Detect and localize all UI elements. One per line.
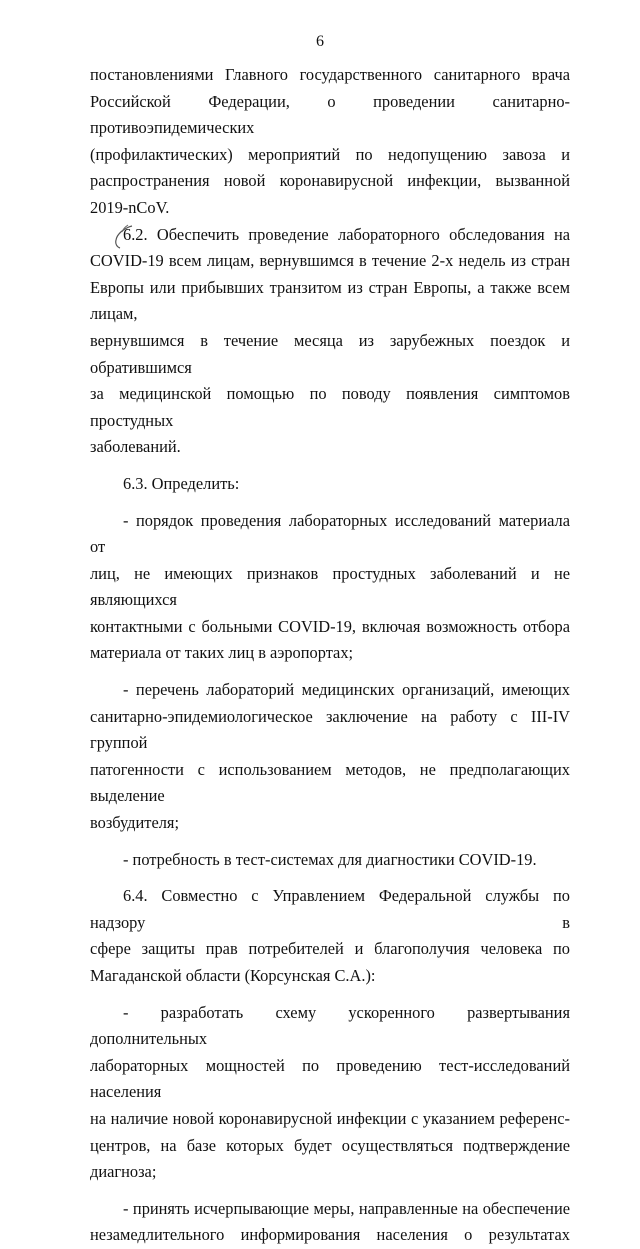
text-line: патогенности с использованием методов, не предполагающих выделение	[90, 759, 570, 806]
text-line: лабораторных мощностей по проведению тест-исследований населения	[90, 1055, 570, 1102]
paragraph-6-4-item-b	[90, 1196, 570, 1249]
text-line: - принять исчерпывающие меры, направленные на обеспечение	[123, 1198, 570, 1218]
text-line: распространения новой коронавирусной инфекции, вызванной	[90, 171, 570, 191]
paragraph-6-3-item-c	[90, 847, 570, 874]
handwritten-check-mark-icon	[112, 224, 140, 250]
text-line: центров, на базе которых будет осуществляться подтверждение диагноза;	[90, 1135, 570, 1182]
text-line: на наличие новой коронавирусной инфекции с указанием референс-	[90, 1108, 570, 1128]
text-line: незамедлительного информирования населения о результатах	[90, 1225, 570, 1245]
text-line: - порядок проведения лабораторных исследований материала от	[90, 510, 570, 557]
paragraph-continued	[90, 62, 570, 222]
text-line: Европы или прибывших транзитом из стран Европы, а также всем лицам,	[90, 277, 570, 324]
text-line: Российской Федерации, о проведении санитарно-противоэпидемических	[90, 91, 570, 138]
text-line: лиц, не имеющих признаков простудных заболеваний и не являющихся	[90, 563, 570, 610]
document-body	[90, 62, 570, 1249]
text-line: 2019-nCoV.	[90, 197, 170, 217]
paragraph-6-3-item-a	[90, 508, 570, 668]
paragraph-6-2	[90, 222, 570, 461]
text-line: санитарно-эпидемиологическое заключение на работу с III-IV группой	[90, 706, 570, 753]
text-line: возбудителя;	[90, 813, 179, 833]
paragraph-6-4-item-a	[90, 1000, 570, 1186]
paragraph-6-4	[90, 883, 570, 989]
text-line: за медицинской помощью по поводу появления симптомов простудных	[90, 384, 570, 430]
paragraph-6-3-item-b	[90, 677, 570, 837]
paragraph-6-3	[90, 471, 570, 498]
text-line: - перечень лабораторий медицинских организаций, имеющих	[123, 680, 570, 700]
text-line: 6.3. Определить:	[123, 473, 240, 493]
text-line: (профилактических) мероприятий по недопущению завоза и	[90, 144, 570, 164]
text-line: - разработать схему ускоренного развертывания дополнительных	[90, 1002, 570, 1049]
text-line: постановлениями Главного государственного санитарного врача	[90, 65, 570, 84]
text-line: материала от таких лиц в аэропортах;	[90, 643, 354, 663]
text-line: сфере защиты прав потребителей и благополучия человека по	[90, 939, 570, 959]
page-number: 6	[316, 33, 324, 50]
text-line: 6.2. Обеспечить проведение лабораторного обследования на	[123, 224, 570, 244]
text-line: контактными с больными COVID-19, включая возможность отбора	[90, 616, 570, 636]
text-line: 6.4. Совместно с Управлением Федеральной службы по надзору в	[90, 886, 570, 932]
text-line: - потребность в тест-системах для диагностики COVID-19.	[123, 849, 537, 869]
text-line: Магаданской области (Корсунская С.А.):	[90, 966, 376, 985]
text-line: заболеваний.	[90, 437, 181, 457]
text-line: вернувшимся в течение месяца из зарубежных поездок и обратившимся	[90, 330, 570, 377]
text-line: COVID-19 всем лицам, вернувшимся в течение 2-х недель из стран	[90, 251, 570, 271]
